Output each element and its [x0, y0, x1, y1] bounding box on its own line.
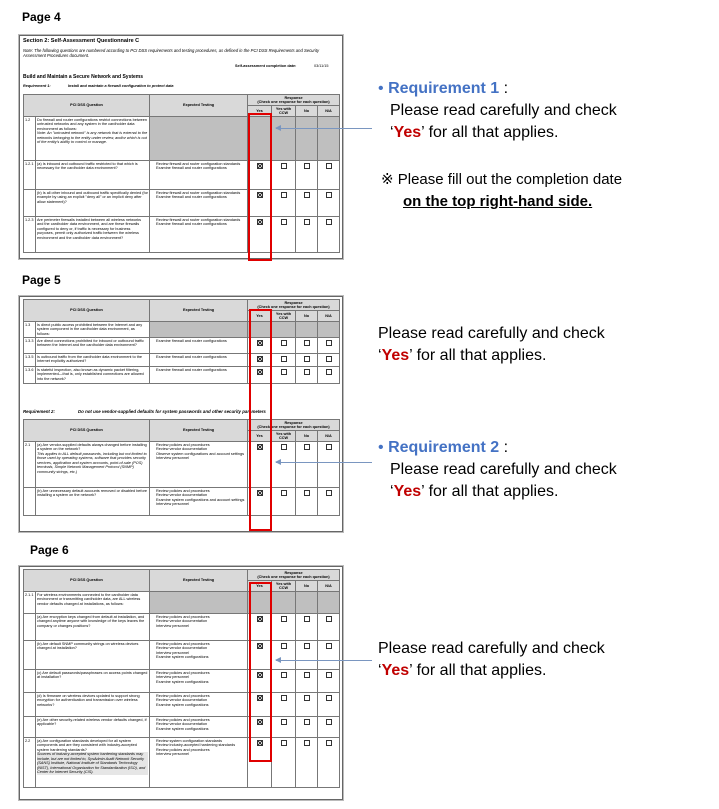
checkbox-no[interactable]	[304, 740, 310, 746]
yes-column-highlight-p6	[249, 582, 272, 762]
completion-date-value: 03/11/15	[314, 64, 329, 68]
header-response: Response (Check one response for each question)	[248, 300, 340, 311]
requirement-2-note: • Requirement 2 : Please read carefully and check ‘Yes’ for all that applies.	[378, 439, 617, 500]
checkbox-na[interactable]	[326, 616, 332, 622]
checkbox-ccw[interactable]	[281, 163, 287, 169]
checkbox-na[interactable]	[326, 740, 332, 746]
checkbox-na[interactable]	[326, 719, 332, 725]
page-6-check-note: Please read carefully and check ‘Yes’ for all that applies.	[378, 640, 605, 679]
table-row: 1.2.1 (a) Is inbound and outbound traffic restricted to that which is necessary for the cardholder data environment? • Review firewall and router configuration standards • Examine firewall and router configurations	[24, 161, 340, 190]
table-row: 2.2 (a) Are configuration standards developed for all system components and are they consistent with industry-accepted system hardening standards? Sources of industry-accepted system hardening standards may include, but are not limited to, SysAdmin Audit Network Security (SANS) Institute, National Institute of Standards Technology (NIST), International Organization for Standardization (ISO), and Center for Internet Security (CIS). • Review system configuration standards • Review industry-accepted hardening standards • Review policies and procedures • Interview personnel	[24, 738, 340, 788]
page-4-document	[19, 35, 343, 259]
completion-date-note: ※ Please fill out the completion date on the top right-hand side.	[381, 171, 623, 210]
header-question: PCI DSS Question	[24, 300, 150, 322]
section-title: Section 2: Self-Assessment Questionnaire C	[23, 38, 140, 44]
questionnaire-table-p5a: PCI DSS Question Expected Testing Response (Check one response for each question) Yes Yes with CCW No N/A 1.3 Is direct public access prohibited between the Internet and any system component in the cardholder data environment, as follows: 1.3.3 Are direct connections prohibited for inbound or outbound traffic between the Internet and the cardholder data environment? • Examine firewall and router configurations 1.3.5 Is outbound traffic from the cardholder data environment to the Internet explicitly authorized? • Examine firewall and router configurations 1.3.6 Is stateful inspection, also known as dynamic packet filtering, implemented—that is, only established connections are allowed into the network? • Examine firewall and router configurations	[23, 299, 340, 384]
table-row: (c) Are default passwords/passphrases on access points changed at installation? • Review policies and procedures • Interview personnel • Examine system configurations	[24, 670, 340, 693]
table-row: (b) Is all other inbound and outbound traffic specifically denied (for example by using an explicit "deny all" or an implicit deny after allow statement)? • Review firewall and router configuration standards • Examine firewall and router configurations	[24, 190, 340, 217]
header-testing: Expected Testing	[150, 95, 248, 117]
page-5-check-note: Please read carefully and check ‘Yes’ for all that applies.	[378, 325, 605, 364]
page-5-label: Page 5	[22, 273, 61, 287]
requirement-2-label: Requirement 2:	[23, 409, 55, 414]
checkbox-no[interactable]	[304, 219, 310, 225]
table-row: (b) Are default SNMP community strings on wireless devices changed at installation? • Review policies and procedures • Review vendor documentation • Interview personnel • Examine system configurations	[24, 641, 340, 670]
table-row: 1.2 Do firewall and router configurations restrict connections between untrusted networks and any system in the cardholder data environment as follows: Note: An "untrusted network" is any network that is external to the networks belonging to the entity under review, and/or which is out of the entity's ability to control or manage.	[24, 117, 340, 161]
table-row: 1.3.5 Is outbound traffic from the cardholder data environment to the Internet explicitly authorized? • Examine firewall and router configurations	[24, 354, 340, 367]
checkbox-ccw[interactable]	[281, 740, 287, 746]
table-row: 1.3 Is direct public access prohibited between the Internet and any system component in the cardholder data environment, as follows:	[24, 322, 340, 338]
requirement-1-note: • Requirement 1 : Please read carefully and check ‘Yes’ for all that applies.	[378, 80, 617, 141]
header-ccw: Yes with CCW	[272, 106, 296, 117]
checkbox-ccw[interactable]	[281, 616, 287, 622]
checkbox-no[interactable]	[304, 719, 310, 725]
header-testing: Expected Testing	[150, 300, 248, 322]
table-row: 2.1 (a) Are vendor-supplied defaults always changed before installing a system on the network? This applies to ALL default passwords, including but not limited to those used by operating systems, software that provides security services, application and system accounts, point-of-sale (POS) terminals, Simple Network Management Protocol (SNMP) community strings, etc.) • Review policies and procedures • Review vendor documentation • Observe system configurations and account settings • Interview personnel	[24, 442, 340, 488]
checkbox-no[interactable]	[304, 695, 310, 701]
checkbox-na[interactable]	[326, 192, 332, 198]
checkbox-no[interactable]	[304, 672, 310, 678]
arrow-p5	[276, 462, 372, 463]
checkbox-na[interactable]	[326, 163, 332, 169]
checkbox-na[interactable]	[326, 356, 332, 362]
checkbox-ccw[interactable]	[281, 340, 287, 346]
header-no: No	[296, 106, 318, 117]
checkbox-ccw[interactable]	[281, 643, 287, 649]
checkbox-na[interactable]	[326, 695, 332, 701]
header-yes: Yes	[248, 106, 272, 117]
table-row: 1.3.6 Is stateful inspection, also known as dynamic packet filtering, implemented—that is, only established connections are allowed into the network? • Examine firewall and router configurations	[24, 367, 340, 384]
section-heading: Build and Maintain a Secure Network and Systems	[23, 74, 144, 80]
checkbox-ccw[interactable]	[281, 219, 287, 225]
checkbox-no[interactable]	[304, 356, 310, 362]
questionnaire-table-p5b: PCI DSS Question Expected Testing Response (Check one response for each question) Yes Yes with CCW No N/A 2.1 (a) Are vendor-supplied defaults always changed before installing a system on the network? This applies to ALL default passwords, including but not limited to those used by operating systems, software that provides security services, application and system accounts, point-of-sale (POS) terminals, Simple Network Management Protocol (SNMP) community strings, etc.) • Review policies and procedures • Review vendor documentation • Observe system configurations and account settings • Interview personnel (b) Are unnecessary default accounts removed or disabled before installing a system on the network? • Review policies and procedures • Review vendor documentation • Examine system configurations and account settings • Interview personnel	[23, 419, 340, 516]
checkbox-ccw[interactable]	[281, 356, 287, 362]
checkbox-ccw[interactable]	[281, 719, 287, 725]
checkbox-no[interactable]	[304, 616, 310, 622]
checkbox-no[interactable]	[304, 444, 310, 450]
completion-date-label: Self-assessment completion date:	[235, 64, 297, 68]
arrow-p6	[276, 660, 372, 661]
checkbox-no[interactable]	[304, 369, 310, 375]
table-row: 2.1.1 For wireless environments connected to the cardholder data environment or transmitting cardholder data, are ALL wireless vendor defaults changed at installations, as follows:	[24, 592, 340, 614]
checkbox-no[interactable]	[304, 192, 310, 198]
yes-column-highlight-p5	[249, 309, 272, 531]
checkbox-na[interactable]	[326, 672, 332, 678]
checkbox-no[interactable]	[304, 163, 310, 169]
questionnaire-table-p6: PCI DSS Question Expected Testing Response (Check one response for each question) Yes Yes with CCW No N/A 2.1.1 For wireless environments connected to the cardholder data environment or transmitting cardholder data, are ALL wireless vendor defaults changed at installations, as follows: (a) Are encryption keys changed from default at installation, and changed anytime anyone with knowledge of the keys leaves the company or changes positions? • Review policies and procedures • Review vendor documentation • Interview personnel (b) Are default SNMP community strings on wireless devices changed at installation? • Review policies and procedures • Review vendor documentation • Interview personnel • Examine system configurations (c) Are default passwords/passphrases on access points changed at installation? • Review policies and procedures • Interview personnel • Examine system configurations (d) Is firmware on wireless devices updated to support strong encryption for authentication and transmission over wireless networks? • Review policies and procedures • Review vendor documentation • Examine system configurations (e) Are other security-related wireless vendor defaults changed, if applicable? • Review policies and procedures • Review vendor documentation • Examine system configurations 2.2 (a) Are configuration standards developed for all system components and are they consistent with industry-accepted system hardening standards? Sources of industry-accepted system hardening standards may include, but are not limited to, SysAdmin Audit Network Security (SANS) Institute, National Institute of Standards Technology (NIST), International Organization for Standardization (ISO), and Center for Internet Security (CIS). • Review system configuration standards • Review industry-accepted hardening standards • Review policies and procedures • Interview personnel	[23, 569, 340, 788]
checkbox-na[interactable]	[326, 369, 332, 375]
header-na: N/A	[318, 106, 340, 117]
checkbox-na[interactable]	[326, 490, 332, 496]
arrow-p4	[276, 128, 372, 129]
yes-column-highlight-p4	[248, 113, 272, 261]
checkbox-ccw[interactable]	[281, 695, 287, 701]
checkbox-ccw[interactable]	[281, 369, 287, 375]
questionnaire-table-p4	[23, 94, 340, 253]
checkbox-na[interactable]	[326, 643, 332, 649]
checkbox-na[interactable]	[326, 444, 332, 450]
checkbox-no[interactable]	[304, 490, 310, 496]
intro-note: Note: The following questions are numbered according to PCI DSS requirements and testing procedures, as defined in the PCI DSS Requirements and Security Assessment Procedures document.	[23, 48, 320, 58]
table-row: (e) Are other security-related wireless vendor defaults changed, if applicable? • Review policies and procedures • Review vendor documentation • Examine system configurations	[24, 717, 340, 738]
requirement-1-label: Requirement 1:	[23, 84, 51, 88]
page-4-label: Page 4	[22, 10, 61, 24]
checkbox-ccw[interactable]	[281, 444, 287, 450]
checkbox-na[interactable]	[326, 340, 332, 346]
checkbox-ccw[interactable]	[281, 490, 287, 496]
header-question: PCI DSS Question	[24, 95, 150, 117]
checkbox-no[interactable]	[304, 643, 310, 649]
page-6-document	[19, 566, 343, 800]
checkbox-ccw[interactable]	[281, 672, 287, 678]
table-row: (b) Are unnecessary default accounts removed or disabled before installing a system on the network? • Review policies and procedures • Review vendor documentation • Examine system configurations and account settings • Interview personnel	[24, 488, 340, 516]
requirement-2-text: Do not use vendor-supplied defaults for system passwords and other security parameters	[78, 409, 266, 414]
table-row: 1.2.3 Are perimeter firewalls installed between all wireless networks and the cardholder data environment, and are these firewalls configured to deny or, if traffic is necessary for business purposes, permit only authorized traffic between the wireless environment and the cardholder data environment? • Review firewall and router configuration standards • Examine firewall and router configurations	[24, 217, 340, 253]
requirement-1-text: Install and maintain a firewall configuration to protect data	[68, 84, 174, 88]
table-row: 1.3.3 Are direct connections prohibited for inbound or outbound traffic between the Internet and the cardholder data environment? • Examine firewall and router configurations	[24, 338, 340, 354]
checkbox-ccw[interactable]	[281, 192, 287, 198]
page-5-document	[19, 296, 343, 532]
table-row: (a) Are encryption keys changed from default at installation, and changed anytime anyone with knowledge of the keys leaves the company or changes positions? • Review policies and procedures • Review vendor documentation • Interview personnel	[24, 614, 340, 641]
checkbox-no[interactable]	[304, 340, 310, 346]
checkbox-na[interactable]	[326, 219, 332, 225]
header-response: Response (Check one response for each question)	[248, 95, 340, 106]
table-row: (d) Is firmware on wireless devices updated to support strong encryption for authentication and transmission over wireless networks? • Review policies and procedures • Review vendor documentation • Examine system configurations	[24, 693, 340, 717]
page-6-label: Page 6	[30, 543, 69, 557]
